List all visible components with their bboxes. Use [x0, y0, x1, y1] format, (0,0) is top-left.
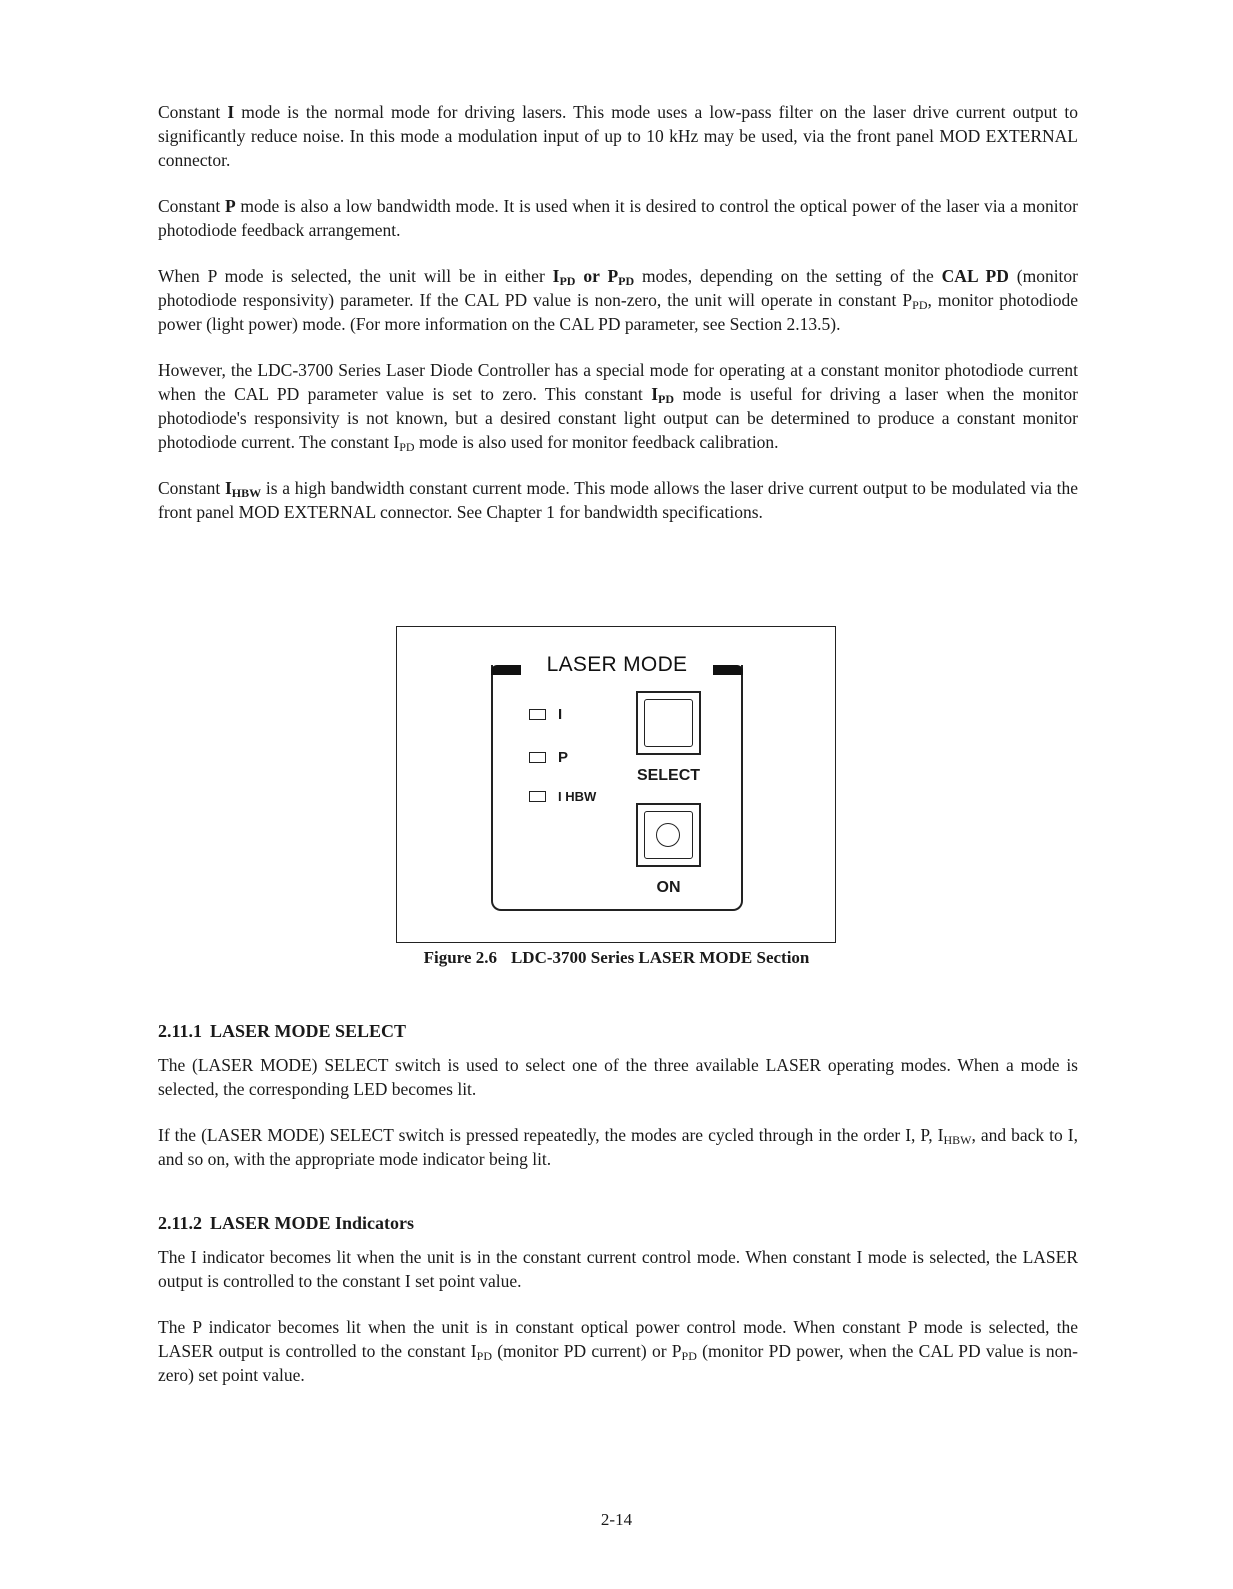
subscript: PD [399, 440, 415, 454]
subscript: PD [912, 298, 928, 312]
ihbw: $I_{HBW}$ [224, 478, 262, 500]
caption-text: LDC-3700 Series LASER MODE Section [510, 948, 810, 967]
led-row-i [529, 707, 562, 721]
text: Constant [158, 196, 225, 216]
page-number: 2-14 [600, 1510, 633, 1529]
select-label: SELECT [636, 767, 701, 784]
circle-icon [656, 823, 680, 847]
led-label: I [558, 705, 563, 723]
text: (monitor photodiode responsivity) parameter. If the CAL PD value is non-zero, the unit will operate in constant P [158, 266, 1078, 310]
led-ihbw-indicator [529, 791, 546, 802]
led-label: P [558, 748, 569, 766]
led-row-ihbw [529, 789, 596, 803]
text: mode is also used for monitor feedback calibration. [414, 432, 779, 452]
figure-laser-mode [396, 626, 836, 943]
text: , monitor photodiode power (light power) mode. (For more information on the CAL PD parameter, see Section 2.13.5). [158, 290, 1079, 334]
paragraph-ipd-mode [158, 358, 1078, 454]
cal-pd: CAL PD [941, 266, 1009, 286]
paragraph-select-cycle: If the (LASER MODE) SELECT switch is pressed repeatedly, the modes are cycled through in the order I, P, $I_{HBW}$, and back to I, and so on, with the appropriate mode indicator being lit. [158, 1125, 1079, 1169]
ipd: $I_{PD}$ [552, 266, 576, 288]
mode-p: P [224, 196, 236, 216]
text: Constant [158, 478, 225, 498]
figure-caption [0, 948, 1233, 968]
text: mode is also a low bandwidth mode. It is used when it is desired to control the optical power of the laser via a monitor photodiode feedback arrangement. [158, 196, 1078, 240]
text: modes, depending on the setting of the [634, 266, 942, 286]
text: mode is useful for driving a laser when the monitor photodiode's responsivity is not known, but a desired constant light output can be determined to produce a constant monitor photodiode current. The constant I [158, 384, 1078, 452]
on-label: ON [656, 879, 681, 896]
text: However, the LDC-3700 Series Laser Diode Controller has a special mode for operating at a constant monitor photodiode current when the CAL PD parameter value is set to zero. This constant [158, 360, 1078, 404]
paragraph-i-indicator: The I indicator becomes lit when the unit is in the constant current control mode. When constant I mode is selected, the LASER output is controlled to the constant I set point value. [158, 1247, 1078, 1291]
panel-title: LASER MODE [493, 653, 741, 677]
text: is a high bandwidth constant current mode. This mode allows the laser drive current output to be modulated via the front panel MOD EXTERNAL connector. See Chapter 1 for bandwidth specifications. [158, 478, 1078, 522]
paragraph-p-mode [158, 264, 1078, 336]
led-row-p [529, 750, 568, 764]
paragraph-ihbw-mode [158, 476, 1078, 524]
section-heading-2-11-2: 2.11.2 LASER MODE Indicators [158, 1213, 415, 1233]
ipd: $I_{PD}$ [651, 384, 675, 406]
paragraph-p-indicator: The P indicator becomes lit when the unit is in constant optical power control mode. When constant P mode is selected, the LASER output is controlled to the constant $I_{PD}$ (monitor PD current) or $P_{PD}$ (monitor PD power, when the CAL PD value is non-zero) set point value. [158, 1317, 1079, 1385]
paragraph-select: The (LASER MODE) SELECT switch is used to select one of the three available LASER operating modes. When a mode is selected, the corresponding LED becomes lit. [158, 1055, 1078, 1099]
section-heading-2-11-1: 2.11.1 LASER MODE SELECT [158, 1021, 407, 1041]
select-button[interactable] [636, 691, 701, 755]
led-i-indicator [529, 709, 546, 720]
led-p-indicator [529, 752, 546, 763]
caption-number: Figure 2.6 [423, 948, 497, 967]
paragraph-constant-p [158, 194, 1078, 242]
on-button[interactable] [636, 803, 701, 867]
intro-text [158, 100, 1078, 524]
ppd: $P_{PD}$ [607, 266, 635, 288]
mode-i: I [227, 102, 235, 122]
text: mode is the normal mode for driving lasers. This mode uses a low-pass filter on the laser drive current output to significantly reduce noise. In this mode a modulation input of up to 10 kHz may be used, via the front panel MOD EXTERNAL connector. [158, 102, 1078, 170]
text: or [575, 266, 608, 286]
led-label: I HBW [558, 788, 597, 804]
text: When P mode is selected, the unit will be in either [158, 266, 553, 286]
lower-sections [158, 1019, 1078, 1387]
paragraph-constant-i [158, 100, 1078, 172]
text: Constant [158, 102, 228, 122]
laser-mode-panel [491, 653, 743, 911]
